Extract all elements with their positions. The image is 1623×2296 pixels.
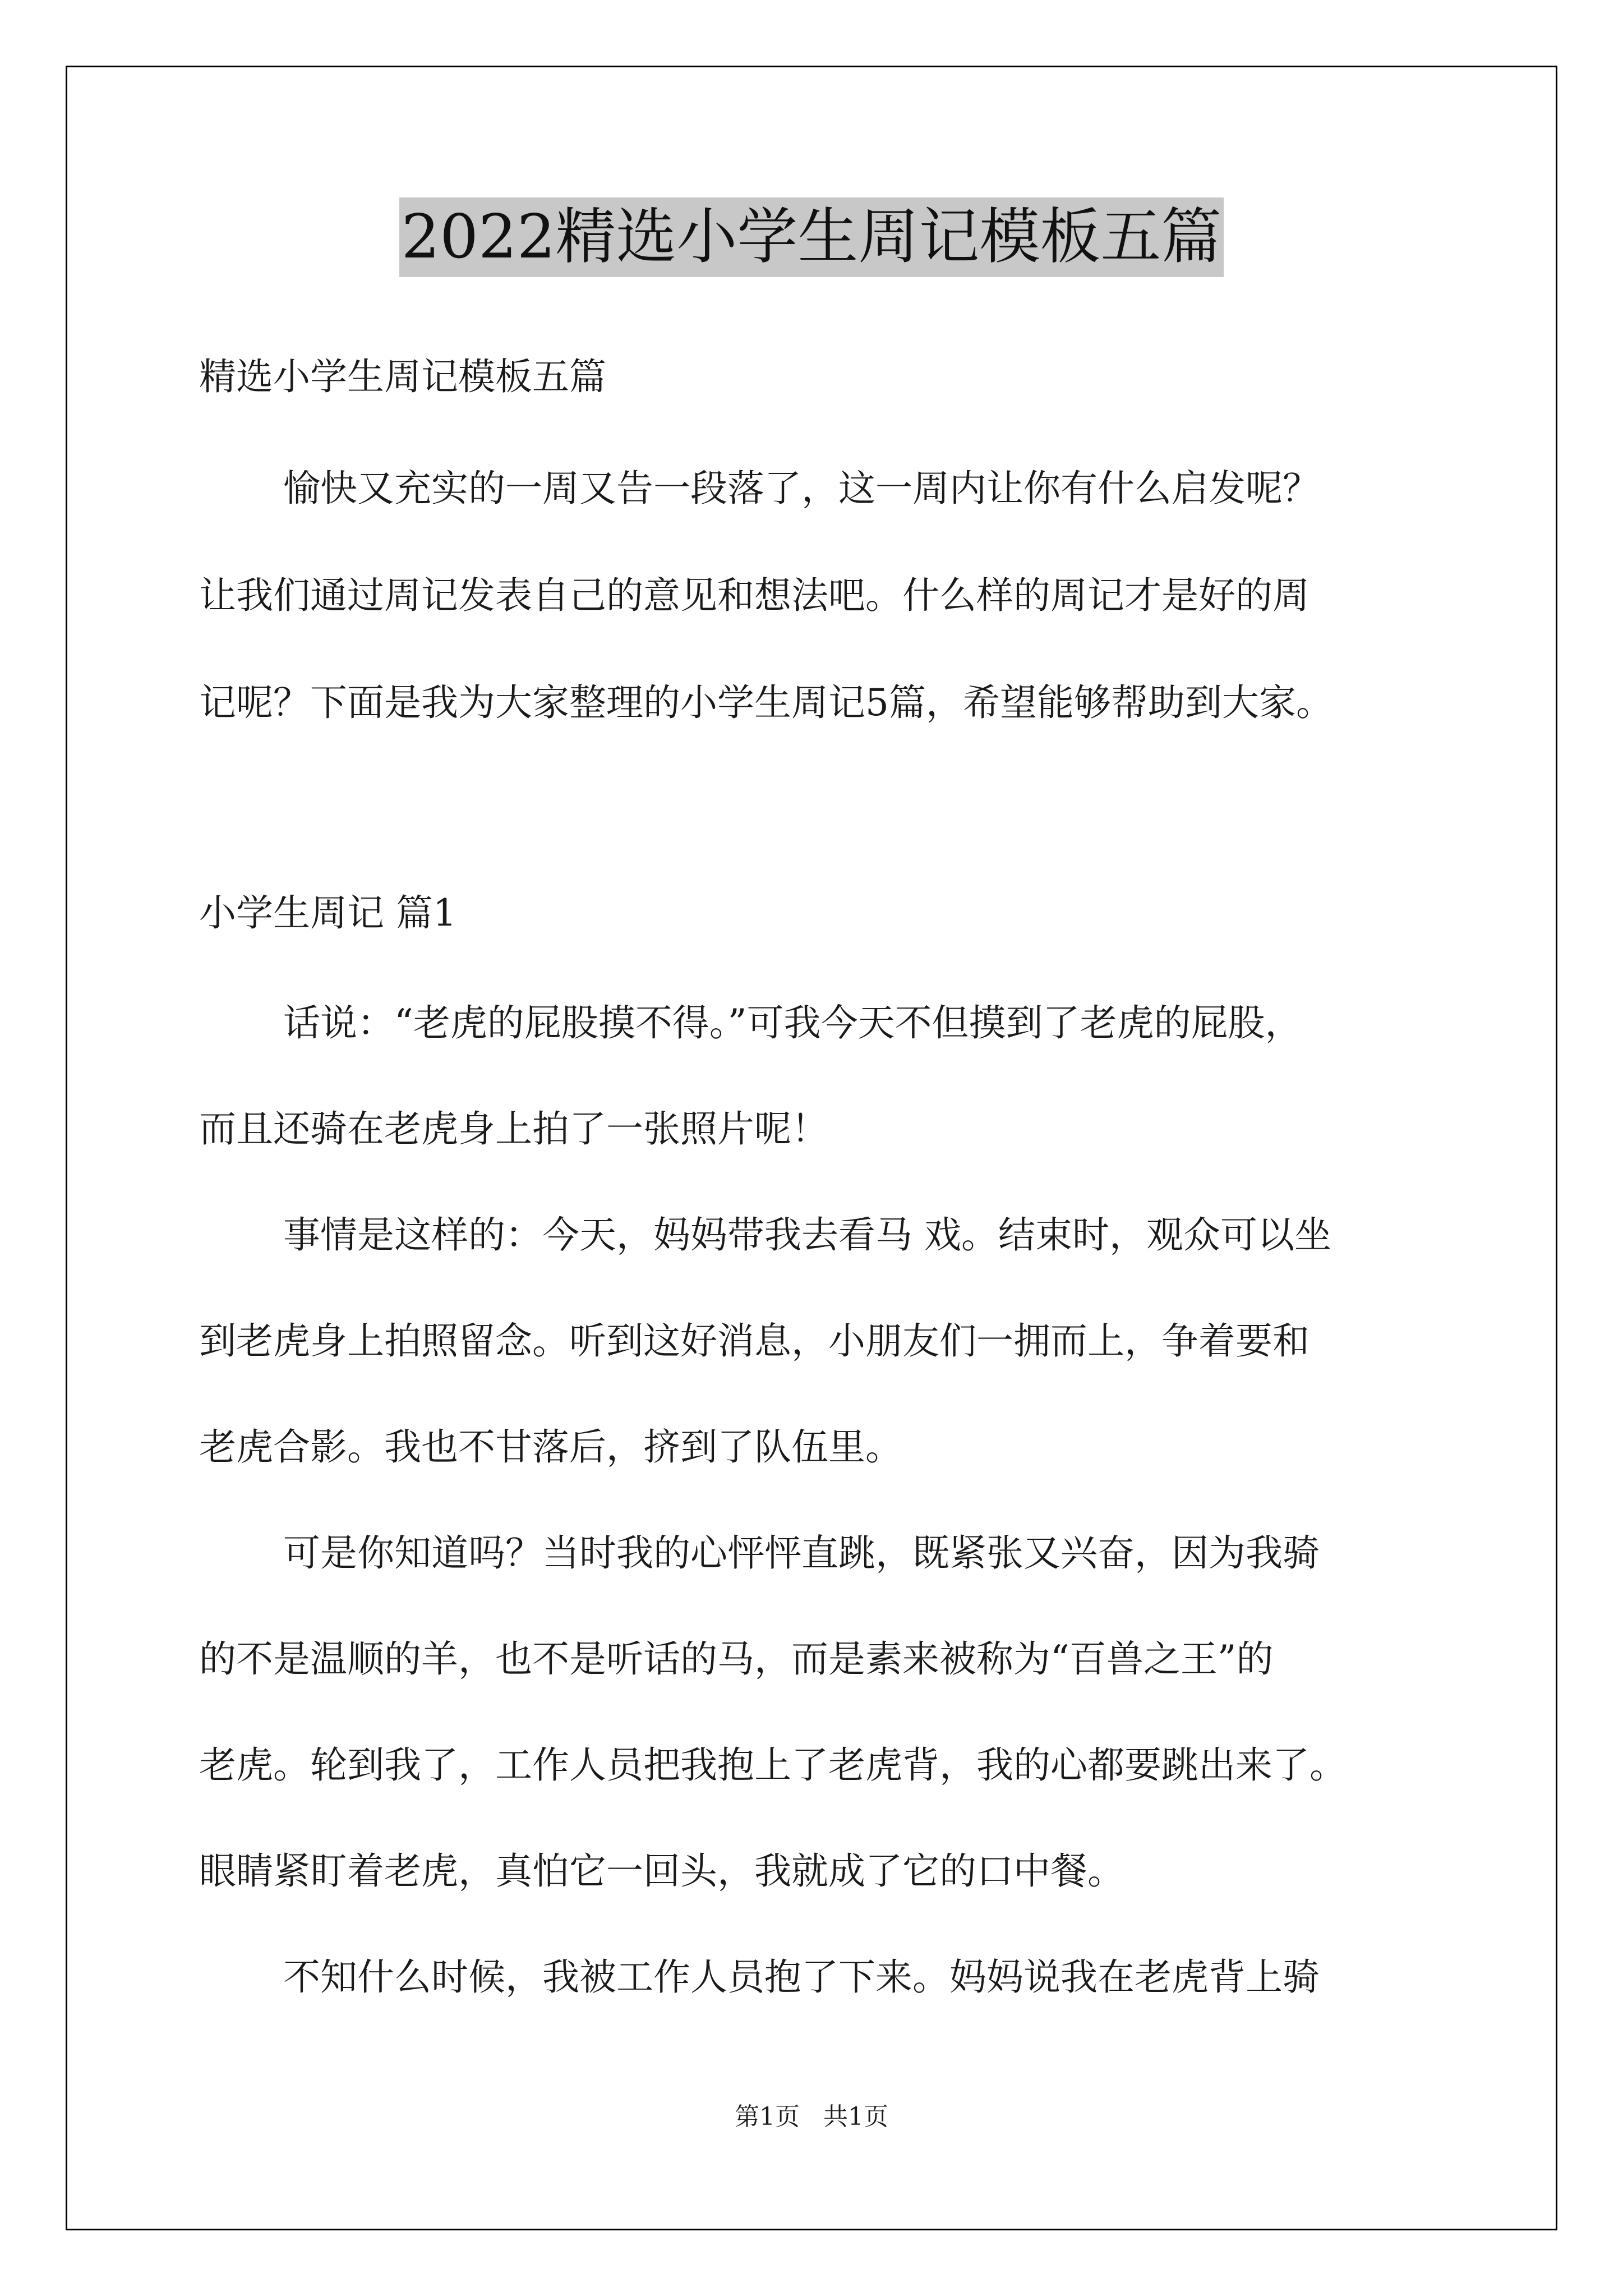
body-line: 到老虎身上拍照留念。听到这好消息，小朋友们一拥而上，争着要和 <box>199 1319 1310 1363</box>
intro-line: 愉快又充实的一周又告一段落了，这一周内让你有什么启发呢？ <box>283 467 1320 510</box>
body-line: 不知什么时候，我被工作人员抱了下来。妈妈说我在老虎背上骑 <box>283 1955 1320 1999</box>
body-line: 事情是这样的：今天，妈妈带我去看马 戏。结束时，观众可以坐 <box>283 1213 1331 1257</box>
title-container <box>0 197 1623 277</box>
body-line: 老虎合影。我也不甘落后，挤到了队伍里。 <box>199 1425 902 1469</box>
body-line: 而且还骑在老虎身上拍了一张照片呢！ <box>199 1107 828 1151</box>
body-line: 老虎。轮到我了，工作人员把我抱上了老虎背，我的心都要跳出来了。 <box>199 1743 1347 1787</box>
body-line: 可是你知道吗？当时我的心怦怦直跳，既紧张又兴奋，因为我骑 <box>283 1531 1320 1575</box>
body-line: 眼睛紧盯着老虎，真怕它一回头，我就成了它的口中餐。 <box>199 1849 1124 1893</box>
body-line: 话说：“老虎的屁股摸不得。”可我今天不但摸到了老虎的屁股， <box>283 1001 1302 1045</box>
body-line: 的不是温顺的羊，也不是听话的马，而是素来被称为“百兽之王”的 <box>199 1637 1274 1681</box>
document-subtitle: 精选小学生周记模板五篇 <box>199 355 606 398</box>
page-footer: 第1页 共1页 <box>735 2102 888 2131</box>
document-title: 2022精选小学生周记模板五篇 <box>399 197 1224 277</box>
intro-line: 记呢？下面是我为大家整理的小学生周记5篇，希望能够帮助到大家。 <box>199 681 1333 724</box>
intro-line: 让我们通过周记发表自己的意见和想法吧。什么样的周记才是好的周 <box>199 574 1310 617</box>
section-heading: 小学生周记 篇1 <box>199 891 457 935</box>
